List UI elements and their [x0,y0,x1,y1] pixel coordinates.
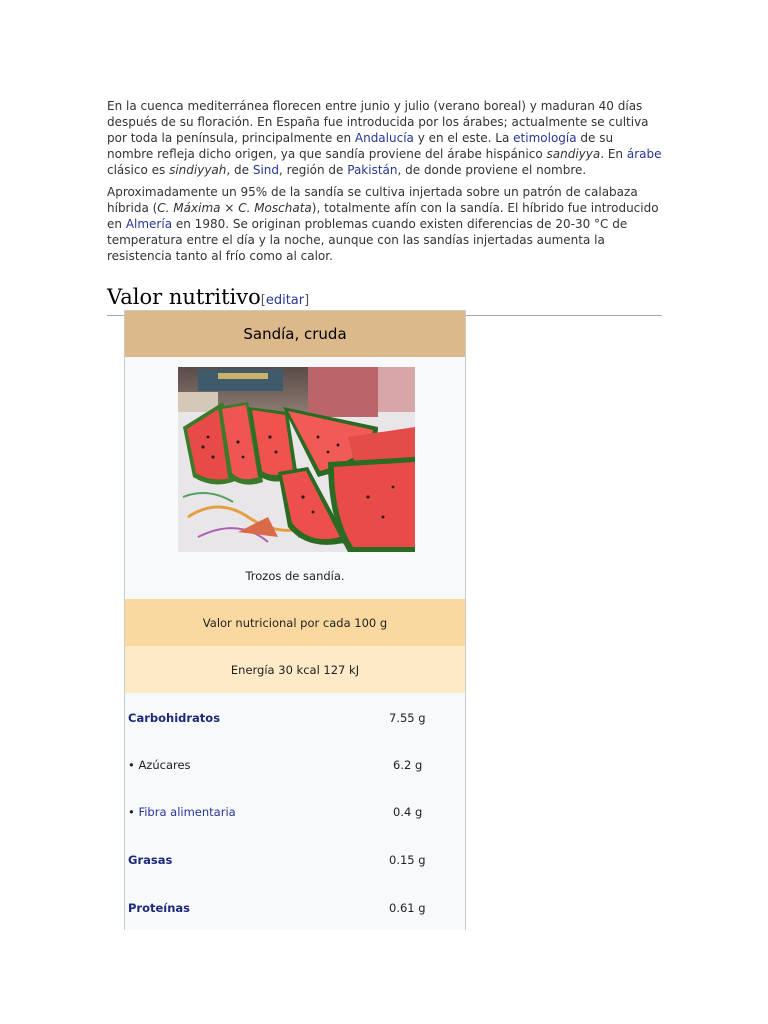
infobox-title: Sandía, cruda [125,311,465,357]
nutrient-grasas[interactable]: Grasas [128,853,173,867]
text-run: en 1980. Se originan problemas cuando existen diferencias de 20-30 °C de temperatura entre el día y la noche, aunque con las sandías injertadas aumenta la resistencia tanto al frío como al calor. [107,217,628,263]
table-row [125,805,465,825]
bullet: • [128,805,139,819]
energy-row: Energía 30 kcal 127 kJ [125,646,465,693]
link-almeria[interactable]: Almería [125,217,173,231]
nutrient-carbohidratos[interactable]: Carbohidratos [128,711,221,725]
text-run: , de [226,163,253,177]
link-pakistan[interactable]: Pakistán [347,163,398,177]
article-body [107,98,662,316]
table-row [125,853,465,873]
link-etimologia[interactable]: etimología [513,131,577,145]
italic-term: C. Moschata [238,201,312,215]
italic-term: sandiyya [546,147,601,161]
section-title: Valor nutritivo [107,285,261,309]
nutrient-azucares: • Azúcares [128,758,191,772]
paragraph-cultivation [107,98,662,178]
text-run: y en el este. La [413,131,514,145]
paragraph-grafting [107,184,662,264]
text-run: , de donde proviene el nombre. [397,163,587,177]
nutrient-value: 0.4 g [393,805,423,819]
text-run: clásico es [107,163,170,177]
text-run: . En [600,147,627,161]
watermelon-slices-image [178,367,415,552]
edit-section [261,293,309,308]
link-fibra-alimentaria[interactable]: Fibra alimentaria [138,805,236,819]
text-run: En la cuenca mediterránea florecen entre junio y julio (verano boreal) y maduran 40 días después de su floración. En España fue introducida por los árabes; actualmente se cultiva por toda la península, principalmente en [107,99,649,145]
nutrient-value: 0.61 g [389,901,426,915]
link-arabe[interactable]: árabe [626,147,662,161]
nutrient-value: 7.55 g [389,711,426,725]
watermelon-photo[interactable] [178,367,415,552]
edit-link[interactable]: editar [265,293,305,308]
nutrient-value: 6.2 g [393,758,423,772]
table-row [125,711,465,731]
link-andalucia[interactable]: Andalucía [354,131,414,145]
table-row [125,758,465,778]
table-row [125,901,465,921]
nutrient-value: 0.15 g [389,853,426,867]
text-run: de su nombre refleja dicho origen, ya que sandía proviene del árabe hispánico [107,131,614,161]
nutrient-proteinas[interactable]: Proteínas [128,901,191,915]
nutrition-header: Valor nutricional por cada 100 g [125,599,465,646]
infobox [124,310,466,930]
text-run: × [220,201,239,215]
bracket: [ [260,293,266,308]
bracket: ] [304,293,310,308]
nutrient-fibra [128,805,236,819]
italic-term: C. Máxima [157,201,221,215]
text-run: ), totalmente afín con la sandía. El híbrido fue introducido en [107,201,659,231]
text-run: , región de [279,163,348,177]
italic-term: sindiyyah [169,163,227,177]
image-caption: Trozos de sandía. [245,569,345,583]
text-run: Aproximadamente un 95% de la sandía se cultiva injertada sobre un patrón de calabaza híbrida ( [107,185,638,215]
link-sind[interactable]: Sind [252,163,280,177]
